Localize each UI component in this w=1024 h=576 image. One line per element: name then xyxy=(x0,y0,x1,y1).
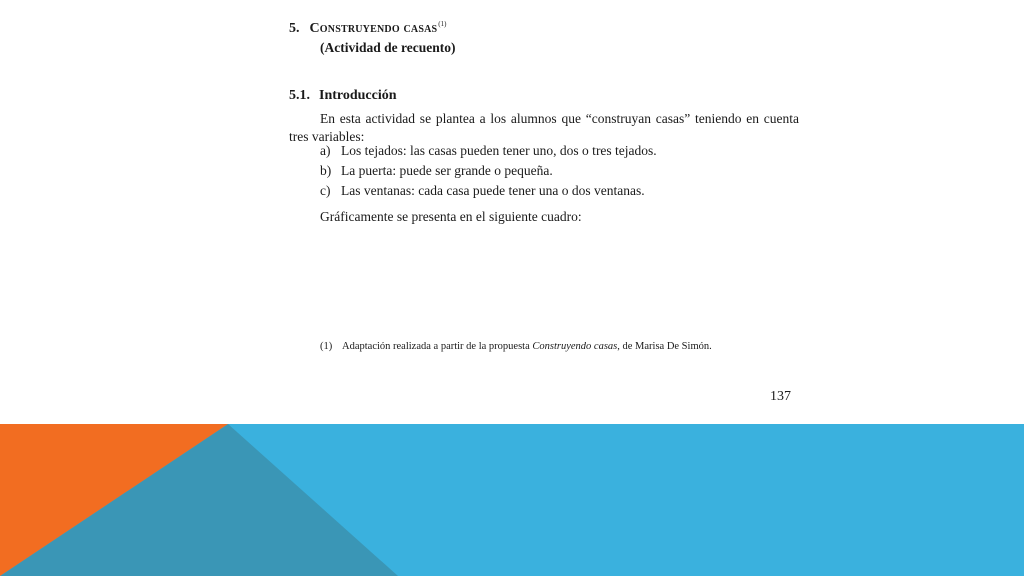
list-item xyxy=(320,183,645,199)
intro-paragraph: En esta actividad se plantea a los alumnos que “construyan casas” teniendo en cuenta tres variables: xyxy=(289,111,799,144)
list-item-text: La puerta: puede ser grande o pequeña. xyxy=(341,163,553,178)
list-marker: b) xyxy=(320,163,332,178)
chapter-subtitle: (Actividad de recuento) xyxy=(320,40,456,55)
section-title: Introducción xyxy=(319,88,397,103)
list-item-text: Los tejados: las casas pueden tener uno, dos o tres tejados. xyxy=(341,143,657,158)
page-number: 137 xyxy=(770,389,791,404)
chapter-footnote-ref: (1) xyxy=(438,20,447,28)
footnote-marker: (1) xyxy=(320,341,333,352)
chapter-heading xyxy=(289,20,446,37)
chapter-title: Construyendo casas xyxy=(309,21,438,36)
footnote-work-title: Construyendo casas xyxy=(532,341,618,352)
footnote xyxy=(320,341,712,352)
chapter-number: 5. xyxy=(289,21,300,36)
list-item xyxy=(320,163,553,179)
section-number: 5.1. xyxy=(289,88,310,103)
section-heading xyxy=(289,88,397,104)
footnote-text-before: Adaptación realizada a partir de la propuesta xyxy=(342,341,533,352)
list-marker: c) xyxy=(320,183,331,198)
footnote-text-after: , de Marisa De Simón. xyxy=(617,341,712,352)
list-item-text: Las ventanas: cada casa puede tener una o dos ventanas. xyxy=(341,183,645,198)
decorative-footer xyxy=(0,424,1024,576)
closing-paragraph: Gráficamente se presenta en el siguiente cuadro: xyxy=(320,209,582,224)
list-item xyxy=(320,143,657,159)
list-marker: a) xyxy=(320,143,331,158)
